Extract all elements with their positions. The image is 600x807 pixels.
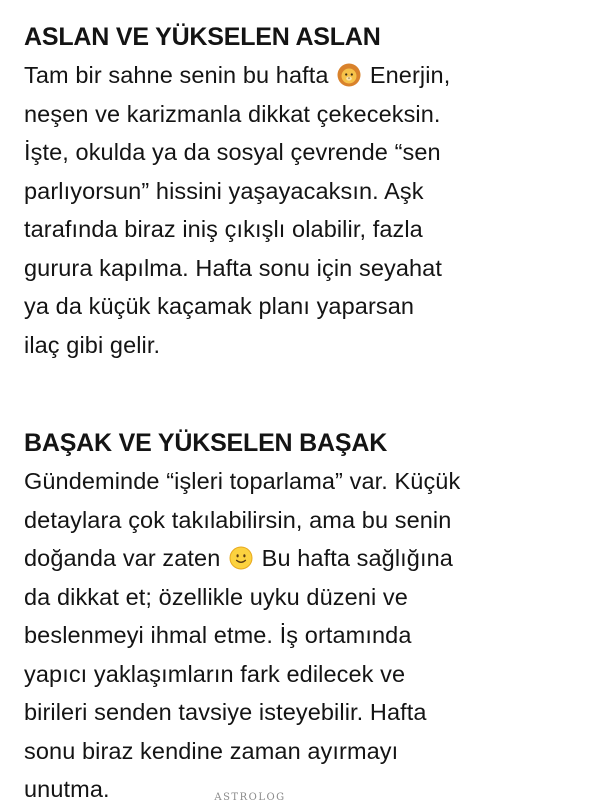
body-line: doğanda var zaten Bu hafta sağlığına xyxy=(24,545,453,571)
body-line: neşen ve karizmanla dikkat çekeceksin. xyxy=(24,100,441,127)
body-line: Gündeminde “işleri toparlama” var. Küçük xyxy=(24,468,461,494)
body-line: yapıcı yaklaşımların fark edilecek ve xyxy=(24,660,406,687)
body-line: Tam bir sahne senin bu hafta Enerjin, xyxy=(24,62,451,88)
section-aslan xyxy=(24,18,584,364)
section-title: ASLAN VE YÜKSELEN ASLAN xyxy=(24,23,381,51)
watermark: ASTROLOG xyxy=(214,792,286,803)
body-line: ilaç gibi gelir. xyxy=(24,331,161,358)
body-line: ya da küçük kaçamak planı yaparsan xyxy=(24,293,415,319)
lion-face-icon xyxy=(337,63,361,87)
body-line: sonu biraz kendine zaman ayırmayı xyxy=(24,737,399,764)
body-line: gurura kapılma. Hafta sonu için seyahat xyxy=(24,254,442,281)
body-line: detaylara çok takılabilirsin, ama bu senin xyxy=(24,506,452,533)
body-line: unutma. xyxy=(24,776,110,802)
section-title: BAŞAK VE YÜKSELEN BAŞAK xyxy=(24,429,388,457)
section-body xyxy=(24,462,584,807)
body-line: İşte, okulda ya da sosyal çevrende “sen xyxy=(24,139,441,165)
body-line: tarafında biraz iniş çıkışlı olabilir, fazla xyxy=(24,216,423,242)
body-line: parlıyorsun” hissini yaşayacaksın. Aşk xyxy=(24,177,424,204)
section-body xyxy=(24,56,584,364)
slightly-smiling-face-icon xyxy=(229,546,253,570)
body-line: beslenmeyi ihmal etme. İş ortamında xyxy=(24,622,412,648)
section-basak xyxy=(24,424,584,807)
body-line: da dikkat et; özellikle uyku düzeni ve xyxy=(24,583,408,610)
body-line: birileri senden tavsiye isteyebilir. Hafta xyxy=(24,699,427,725)
